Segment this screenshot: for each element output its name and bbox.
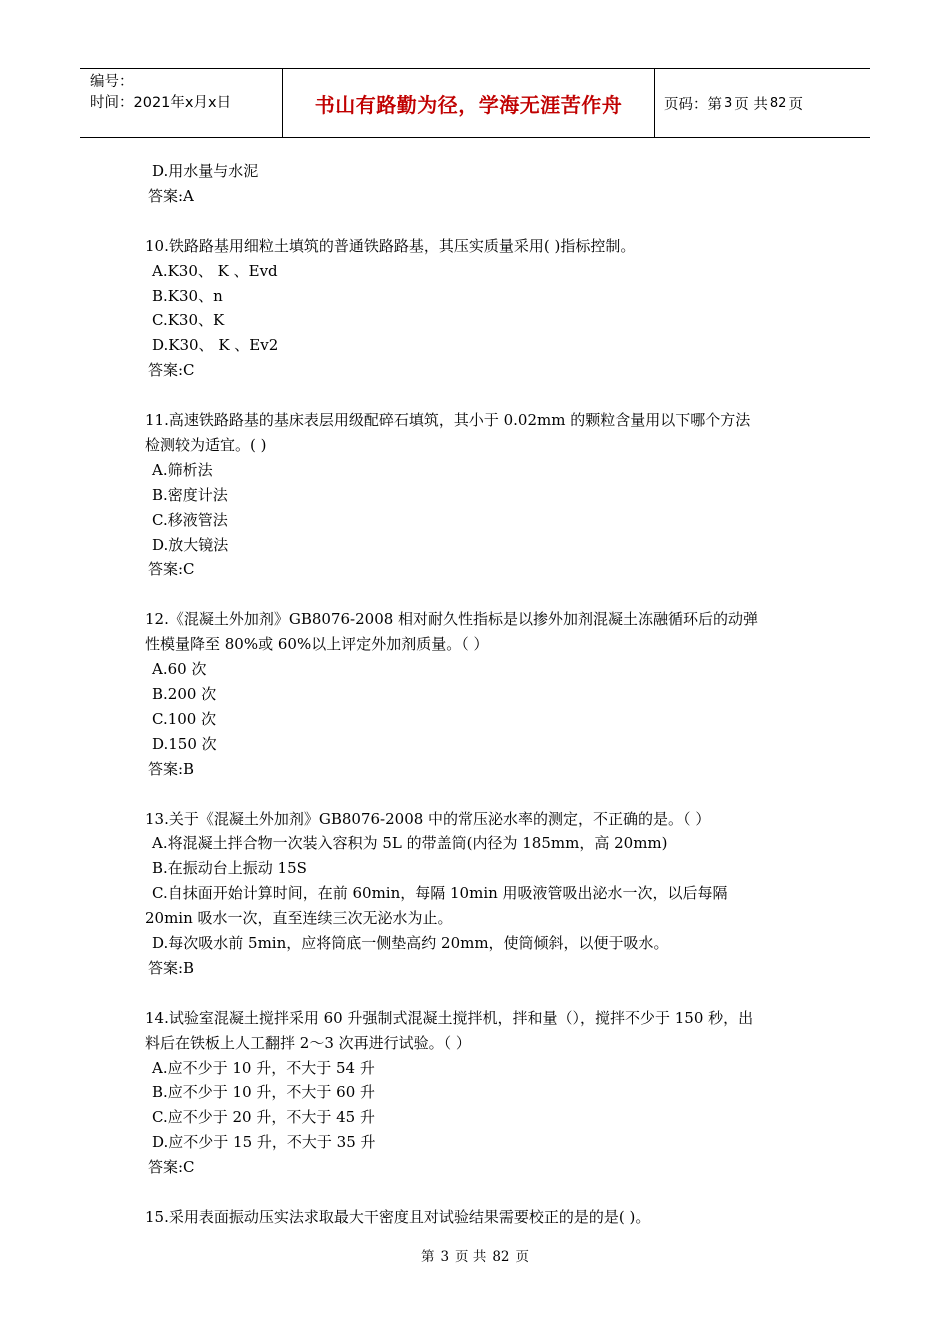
question-10 <box>145 234 810 383</box>
option-b: B.应不少于 10 升，不大于 60 升 <box>152 1083 376 1102</box>
document-body <box>145 159 810 1255</box>
option-c: C.100 次 <box>152 709 217 728</box>
question-stem-line-1: 12.《混凝土外加剂》GB8076-2008 相对耐久性指标是以掺外加剂混凝土冻融循环后的动弹 <box>145 610 759 629</box>
option-b: B.在振动台上振动 15S <box>152 859 307 878</box>
question-stem-line-1: 14.试验室混凝土搅拌采用 60 升强制式混凝土搅拌机，拌和量（），搅拌不少于 150 秒，出 <box>145 1008 754 1027</box>
option-c-line-1: C.自抹面开始计算时间，在前 60min，每隔 10min 用吸液管吸出泌水一次，以后每隔 <box>152 884 728 903</box>
header-meta <box>80 69 282 137</box>
footer-suffix: 页 <box>515 1249 530 1265</box>
option-a: A.应不少于 10 升，不大于 54 升 <box>152 1058 375 1077</box>
option-d: D.每次吸水前 5min，应将筒底一侧垫高约 20mm，使筒倾斜，以便于吸水。 <box>152 934 669 953</box>
option-a: A.60 次 <box>152 660 207 679</box>
option-d: D.K30、 K 、Ev2 <box>152 336 279 355</box>
question-stem-line-2: 检测较为适宜。( ) <box>145 435 267 454</box>
option-c: C.移液管法 <box>152 510 228 529</box>
option-a: A.将混凝土拌合物一次装入容积为 5L 的带盖筒(内径为 185mm，高 20mm) <box>152 834 668 853</box>
question-15 <box>145 1205 810 1230</box>
answer: 答案:C <box>148 1158 195 1177</box>
page-suffix: 页 <box>788 96 803 113</box>
option-c-line-2: 20min 吸水一次，直至连续三次无泌水为止。 <box>145 909 453 928</box>
question-stem: 10.铁路路基用细粒土填筑的普通铁路路基，其压实质量采用( )指标控制。 <box>145 236 636 255</box>
option-d: D.放大镜法 <box>152 535 229 554</box>
answer: 答案:C <box>148 560 195 579</box>
option-b: B.K30、n <box>152 286 223 305</box>
question-11 <box>145 408 810 582</box>
question-13 <box>145 807 810 981</box>
footer-current: 3 <box>440 1249 450 1265</box>
option-c: C.K30、K <box>152 311 225 330</box>
option-d: D.150 次 <box>152 734 217 753</box>
footer-prefix: 第 <box>420 1249 435 1265</box>
option-a: A.筛析法 <box>152 460 213 479</box>
answer: 答案:B <box>148 759 195 778</box>
question-stem-line-2: 料后在铁板上人工翻拌 2～3 次再进行试验。（ ） <box>145 1033 471 1052</box>
page-mid: 页 共 <box>734 96 768 113</box>
header-page-info <box>655 69 870 137</box>
question-14 <box>145 1006 810 1180</box>
question-stem: 13.关于《混凝土外加剂》GB8076-2008 中的常压泌水率的测定，不正确的是。（ ） <box>145 809 711 828</box>
answer: 答案:C <box>148 361 195 380</box>
header-motto: 书山有路勤为径，学海无涯苦作舟 <box>314 92 623 117</box>
page-current: 3 <box>724 95 733 111</box>
option-d: D.应不少于 15 升，不大于 35 升 <box>152 1133 376 1152</box>
page-total: 82 <box>769 95 787 111</box>
option-b: B.200 次 <box>152 684 217 703</box>
document-time-label: 时间：2021年x月x日 <box>90 95 232 111</box>
question-stem-line-1: 11.高速铁路路基的基床表层用级配碎石填筑，其小于 0.02mm 的颗粒含量用以下哪个方法 <box>145 411 751 430</box>
header-motto-cell <box>282 69 655 137</box>
page-header <box>80 68 870 138</box>
footer-mid: 页 共 <box>455 1249 487 1265</box>
question-12 <box>145 607 810 781</box>
option-b: B.密度计法 <box>152 485 228 504</box>
option-a: A.K30、 K 、Evd <box>152 261 278 280</box>
answer: 答案:A <box>148 186 194 205</box>
footer-total: 82 <box>492 1249 510 1265</box>
page-footer <box>0 1245 950 1265</box>
question-9-tail <box>145 159 810 209</box>
document-number-label: 编号： <box>90 74 134 90</box>
answer: 答案:B <box>148 958 195 977</box>
option-d: D.用水量与水泥 <box>152 162 259 180</box>
question-stem-line-2: 性模量降至 80%或 60%以上评定外加剂质量。（ ） <box>145 635 489 654</box>
page-prefix: 页码：第 <box>664 96 722 113</box>
option-c: C.应不少于 20 升，不大于 45 升 <box>152 1108 375 1127</box>
question-stem: 15.采用表面振动压实法求取最大干密度且对试验结果需要校正的是的是( )。 <box>145 1207 651 1226</box>
